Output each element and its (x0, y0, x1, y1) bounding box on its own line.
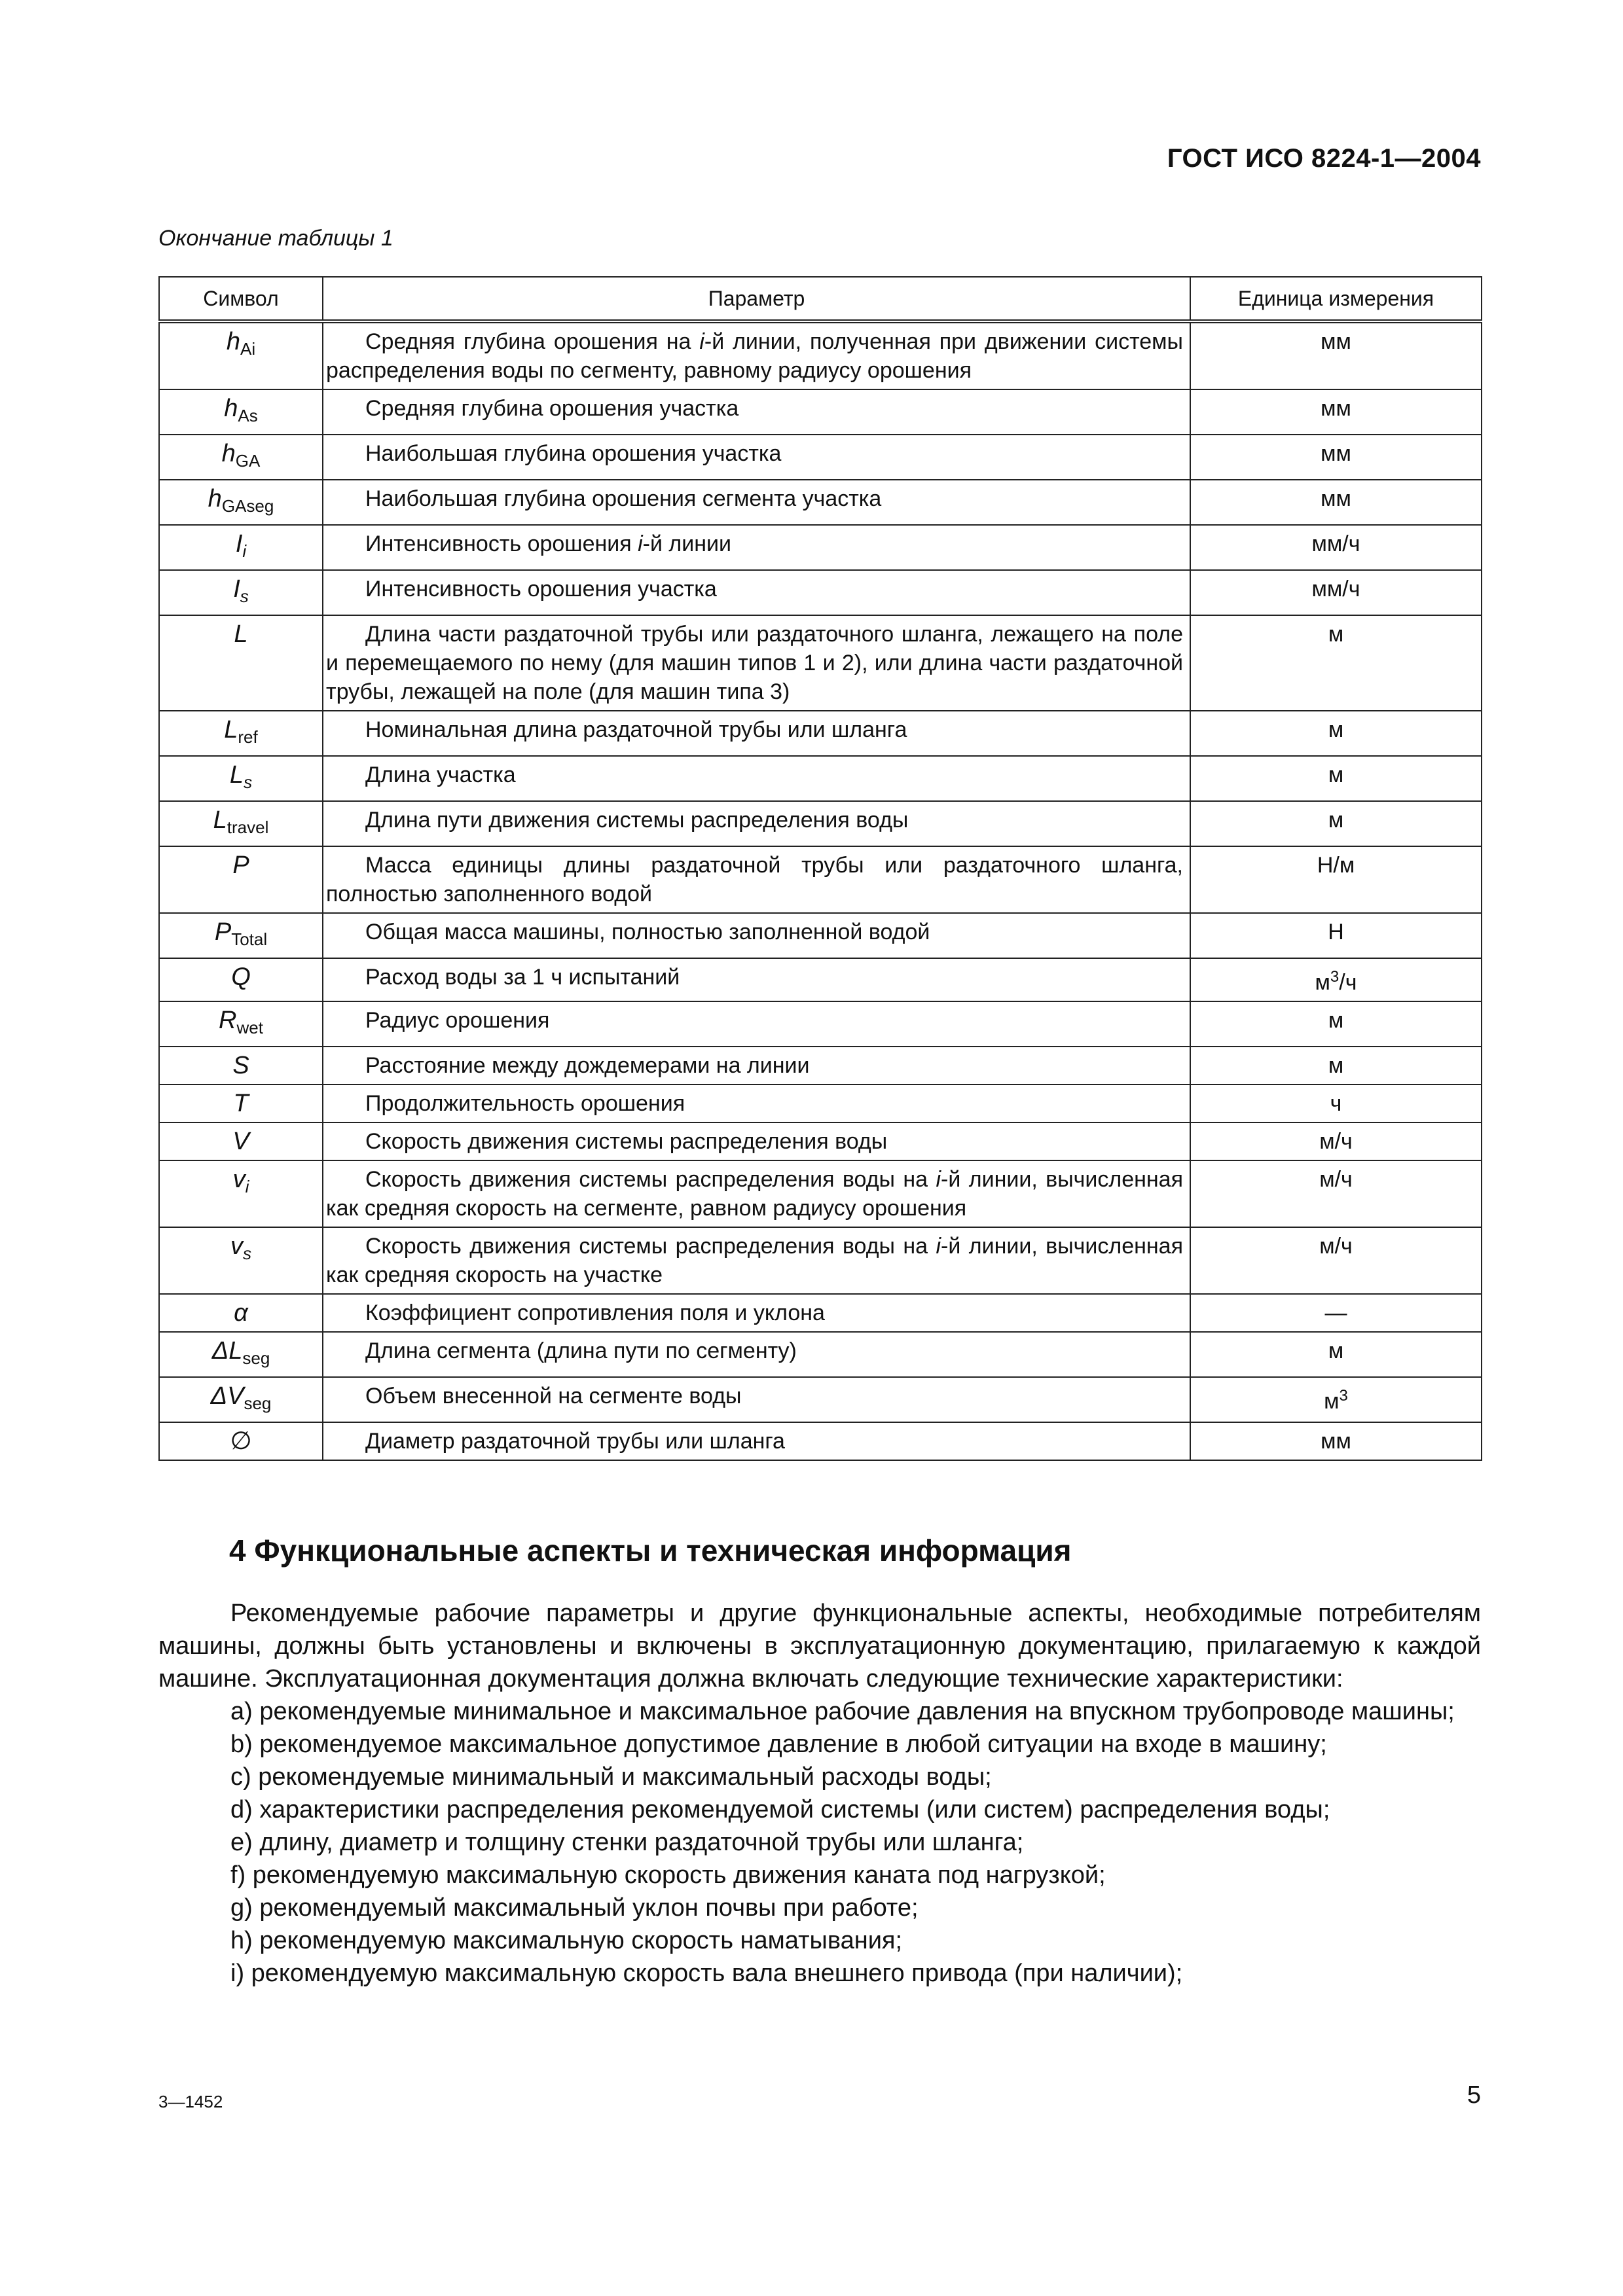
unit-cell (1190, 480, 1482, 525)
parameter-cell (323, 1227, 1190, 1294)
table-row (159, 1122, 1482, 1160)
parameter-italic-index: i (936, 1167, 941, 1192)
parameter-text-continued: -й линии, вычисленная как средняя скорость на участке (326, 1234, 1183, 1287)
parameter-text: Наибольшая глубина орошения участка (365, 441, 782, 466)
unit-text: Н (1328, 920, 1344, 944)
symbol-cell (159, 435, 323, 480)
symbol-main: P (214, 918, 232, 946)
symbol-subscript: seg (242, 1348, 270, 1368)
table-header-row (159, 277, 1482, 321)
symbol-cell (159, 711, 323, 756)
symbol-main: α (234, 1299, 248, 1327)
table-row (159, 1001, 1482, 1047)
symbol-cell (159, 1422, 323, 1460)
symbol-main: T (233, 1090, 249, 1117)
symbol-main: Q (231, 963, 251, 991)
table-row (159, 1377, 1482, 1422)
symbol-subscript: s (240, 586, 249, 606)
parameter-cell (323, 321, 1190, 389)
unit-cell (1190, 711, 1482, 756)
parameter-cell (323, 958, 1190, 1001)
symbol-main: I (233, 575, 240, 603)
parameter-text: Длина пути движения системы распределения воды (365, 808, 909, 833)
symbol-main: ΔV (210, 1382, 244, 1410)
unit-text: м/ч (1319, 1129, 1353, 1154)
unit-cell (1190, 1085, 1482, 1122)
parameter-cell (323, 1377, 1190, 1422)
table-row (159, 711, 1482, 756)
symbol-main: v (232, 1166, 246, 1193)
unit-cell (1190, 1122, 1482, 1160)
symbol-cell (159, 525, 323, 570)
unit-text: мм (1321, 1429, 1351, 1454)
list-item: b) рекомендуемое максимальное допустимое давление в любой ситуации на входе в машину; (230, 1731, 1327, 1758)
symbol-cell (159, 1001, 323, 1047)
table-row (159, 321, 1482, 389)
list-item: e) длину, диаметр и толщину стенки раздаточной трубы или шланга; (230, 1829, 1024, 1856)
symbol-cell (159, 846, 323, 913)
symbol-main: h (224, 395, 238, 422)
parameter-cell (323, 480, 1190, 525)
unit-cell (1190, 570, 1482, 615)
unit-text: м (1328, 762, 1344, 787)
symbol-subscript: wet (236, 1018, 263, 1037)
symbol-main: v (230, 1232, 243, 1260)
unit-cell (1190, 1160, 1482, 1227)
unit-cell (1190, 389, 1482, 435)
symbol-cell (159, 1160, 323, 1227)
parameter-cell (323, 1160, 1190, 1227)
symbol-main: L (213, 806, 227, 834)
parameter-text: Средняя глубина орошения на (365, 329, 700, 354)
symbol-cell (159, 958, 323, 1001)
symbol-cell (159, 570, 323, 615)
table-row (159, 913, 1482, 958)
parameter-cell (323, 1001, 1190, 1047)
symbol-main: S (232, 1052, 249, 1079)
list-item: g) рекомендуемый максимальный уклон почвы при работе; (230, 1894, 919, 1922)
unit-cell (1190, 615, 1482, 711)
table-row (159, 1047, 1482, 1085)
parameter-cell (323, 846, 1190, 913)
unit-text: м/ч (1319, 1167, 1353, 1192)
list-item: h) рекомендуемую максимальную скорость наматывания; (230, 1927, 903, 1954)
parameter-text: Скорость движения системы распределения воды на (365, 1167, 936, 1192)
unit-cell (1190, 1047, 1482, 1085)
list-item: f) рекомендуемую максимальную скорость движения каната под нагрузкой; (230, 1861, 1106, 1889)
unit-text: м (1328, 717, 1344, 742)
unit-cell (1190, 958, 1482, 1001)
symbol-main: I (235, 530, 243, 558)
unit-text: м (1328, 1053, 1344, 1078)
symbol-main: L (224, 716, 238, 744)
unit-cell (1190, 435, 1482, 480)
symbol-cell (159, 480, 323, 525)
symbol-cell (159, 615, 323, 711)
symbol-cell (159, 1122, 323, 1160)
table-row (159, 1332, 1482, 1377)
parameter-text-continued: -й линии, вычисленная как средняя скорость на сегменте, равном радиусу орошения (326, 1167, 1183, 1221)
parameter-text: Интенсивность орошения участка (365, 577, 717, 601)
parameter-text: Масса единицы длины раздаточной трубы или раздаточного шланга, полностью заполненного водой (326, 853, 1183, 906)
symbol-cell (159, 756, 323, 801)
table-row (159, 480, 1482, 525)
table-row (159, 846, 1482, 913)
parameter-cell (323, 1122, 1190, 1160)
symbol-cell (159, 1085, 323, 1122)
unit-text: м/ч (1319, 1234, 1353, 1259)
parameter-cell (323, 389, 1190, 435)
symbol-subscript: s (243, 1244, 251, 1263)
symbol-cell (159, 913, 323, 958)
unit-text: мм (1321, 441, 1351, 466)
list-item: а) рекомендуемые минимальное и максимальное рабочие давления на впускном трубопроводе машины; (230, 1698, 1455, 1725)
parameter-cell (323, 615, 1190, 711)
column-header-parameter: Параметр (323, 277, 1190, 321)
parameter-text: Скорость движения системы распределения воды (365, 1129, 888, 1154)
symbol-subscript: i (245, 1177, 249, 1196)
unit-text: мм/ч (1311, 577, 1360, 601)
symbol-main: ΔL (211, 1337, 243, 1365)
parameter-text: Номинальная длина раздаточной трубы или шланга (365, 717, 907, 742)
unit-cell (1190, 1422, 1482, 1460)
unit-cell (1190, 1227, 1482, 1294)
table-row (159, 756, 1482, 801)
table-row (159, 1422, 1482, 1460)
parameter-cell (323, 756, 1190, 801)
table-row (159, 1085, 1482, 1122)
parameter-text: Радиус орошения (365, 1008, 550, 1033)
unit-cell (1190, 756, 1482, 801)
section-body (158, 1597, 1481, 1990)
table-row (159, 389, 1482, 435)
parameter-text: Длина части раздаточной трубы или раздаточного шланга, лежащего на поле и перемещаемого по нему (для машин типов 1 и 2), или длина части раздаточной трубы, лежащей на поле (для машин типа 3) (326, 622, 1183, 704)
parameter-italic-index: i (699, 329, 704, 354)
parameter-text: Продолжительность орошения (365, 1091, 685, 1116)
unit-text: мм/ч (1311, 531, 1360, 556)
table-caption: Окончание таблицы 1 (158, 226, 393, 251)
page-number: 5 (1467, 2081, 1481, 2109)
parameter-cell (323, 1047, 1190, 1085)
unit-cell (1190, 801, 1482, 846)
section-title: 4 Функциональные аспекты и техническая информация (229, 1534, 1072, 1568)
list-item: c) рекомендуемые минимальный и максимальный расходы воды; (230, 1763, 992, 1791)
symbol-main: R (219, 1007, 237, 1034)
parameter-cell (323, 1422, 1190, 1460)
parameter-italic-index: i (936, 1234, 941, 1259)
parameter-cell (323, 1294, 1190, 1332)
parameter-cell (323, 570, 1190, 615)
parameter-text: Расстояние между дождемерами на линии (365, 1053, 810, 1078)
symbol-subscript: seg (244, 1393, 272, 1413)
unit-cell (1190, 321, 1482, 389)
symbol-cell (159, 1227, 323, 1294)
parameter-text: Скорость движения системы распределения воды на (365, 1234, 936, 1259)
unit-text: Н/м (1317, 853, 1355, 878)
standard-code: ГОСТ ИСО 8224-1—2004 (1167, 144, 1481, 173)
symbol-subscript: Total (231, 929, 268, 949)
parameter-cell (323, 525, 1190, 570)
unit-cell (1190, 1377, 1482, 1422)
unit-text: — (1324, 1300, 1347, 1325)
unit-text: м (1315, 970, 1330, 995)
parameter-text: Общая масса машины, полностью заполненной водой (365, 920, 930, 944)
symbol-main: V (232, 1128, 249, 1155)
table-row (159, 1227, 1482, 1294)
unit-text: м (1328, 1008, 1344, 1033)
print-code: 3—1452 (158, 2092, 223, 2111)
unit-text: м (1328, 808, 1344, 833)
symbol-subscript: GAseg (221, 496, 274, 516)
symbol-subscript: s (244, 772, 253, 792)
symbol-main: h (221, 440, 236, 467)
symbol-subscript: i (242, 541, 247, 561)
symbols-table (158, 276, 1482, 1461)
table-row (159, 801, 1482, 846)
unit-cell (1190, 525, 1482, 570)
table-row (159, 435, 1482, 480)
unit-cell (1190, 846, 1482, 913)
column-header-unit: Единица измерения (1190, 277, 1482, 321)
unit-superscript: 3 (1339, 1387, 1348, 1405)
symbol-cell (159, 1332, 323, 1377)
parameter-text-continued: -й линии (642, 531, 732, 556)
table-row (159, 570, 1482, 615)
parameter-text: Средняя глубина орошения участка (365, 396, 739, 421)
symbol-cell (159, 1294, 323, 1332)
symbol-cell (159, 389, 323, 435)
symbol-main: ∅ (230, 1427, 252, 1455)
parameter-cell (323, 435, 1190, 480)
symbol-subscript: Ai (240, 339, 256, 359)
symbol-cell (159, 1377, 323, 1422)
list-item: d) характеристики распределения рекомендуемой системы (или систем) распределения воды; (230, 1796, 1330, 1823)
symbol-main: L (234, 620, 248, 648)
parameter-cell (323, 913, 1190, 958)
parameter-text: Объем внесенной на сегменте воды (365, 1384, 742, 1408)
parameter-cell (323, 711, 1190, 756)
parameter-text: Коэффициент сопротивления поля и уклона (365, 1300, 825, 1325)
table-row (159, 958, 1482, 1001)
unit-text-tail: /ч (1339, 970, 1357, 995)
unit-text: мм (1321, 396, 1351, 421)
list-item: i) рекомендуемую максимальную скорость вала внешнего привода (при наличии); (230, 1960, 1183, 1987)
unit-text: мм (1321, 329, 1351, 354)
parameter-text: Длина участка (365, 762, 516, 787)
table-row (159, 1160, 1482, 1227)
section-intro: Рекомендуемые рабочие параметры и другие функциональные аспекты, необходимые потребителям машины, должны быть установлены и включены в эксплуатационную документацию, прилагаемую к каждой машине. Эксплуатационная документация должна включать следующие технические характеристики: (158, 1600, 1481, 1693)
symbol-main: h (208, 485, 222, 512)
symbol-subscript: GA (235, 451, 261, 471)
parameter-cell (323, 1085, 1190, 1122)
symbol-subscript: As (238, 406, 258, 425)
parameter-cell (323, 1332, 1190, 1377)
table-row (159, 1294, 1482, 1332)
parameter-cell (323, 801, 1190, 846)
symbol-cell (159, 321, 323, 389)
symbol-main: h (226, 328, 240, 355)
symbol-subscript: ref (238, 727, 258, 747)
symbol-main: L (229, 761, 244, 789)
table-row (159, 525, 1482, 570)
unit-cell (1190, 913, 1482, 958)
parameter-text: Расход воды за 1 ч испытаний (365, 965, 680, 990)
unit-text: мм (1321, 486, 1351, 511)
unit-text: м (1328, 1338, 1344, 1363)
table-row (159, 615, 1482, 711)
unit-cell (1190, 1294, 1482, 1332)
parameter-text: Длина сегмента (длина пути по сегменту) (365, 1338, 797, 1363)
parameter-text-continued: -й линии, полученная при движении системы распределения воды по сегменту, равному радиусу орошения (326, 329, 1183, 383)
parameter-italic-index: i (638, 531, 643, 556)
column-header-symbol: Символ (159, 277, 323, 321)
unit-text: м (1328, 622, 1344, 647)
unit-text: ч (1330, 1091, 1342, 1116)
symbol-cell (159, 801, 323, 846)
symbol-cell (159, 1047, 323, 1085)
table-body (159, 321, 1482, 1460)
symbol-subscript: travel (227, 817, 269, 837)
parameter-text: Наибольшая глубина орошения сегмента участка (365, 486, 882, 511)
parameter-text: Интенсивность орошения (365, 531, 638, 556)
unit-text: м (1324, 1389, 1340, 1414)
symbol-main: P (232, 852, 249, 879)
parameter-text: Диаметр раздаточной трубы или шланга (365, 1429, 785, 1454)
unit-cell (1190, 1001, 1482, 1047)
unit-cell (1190, 1332, 1482, 1377)
unit-superscript: 3 (1330, 968, 1340, 986)
